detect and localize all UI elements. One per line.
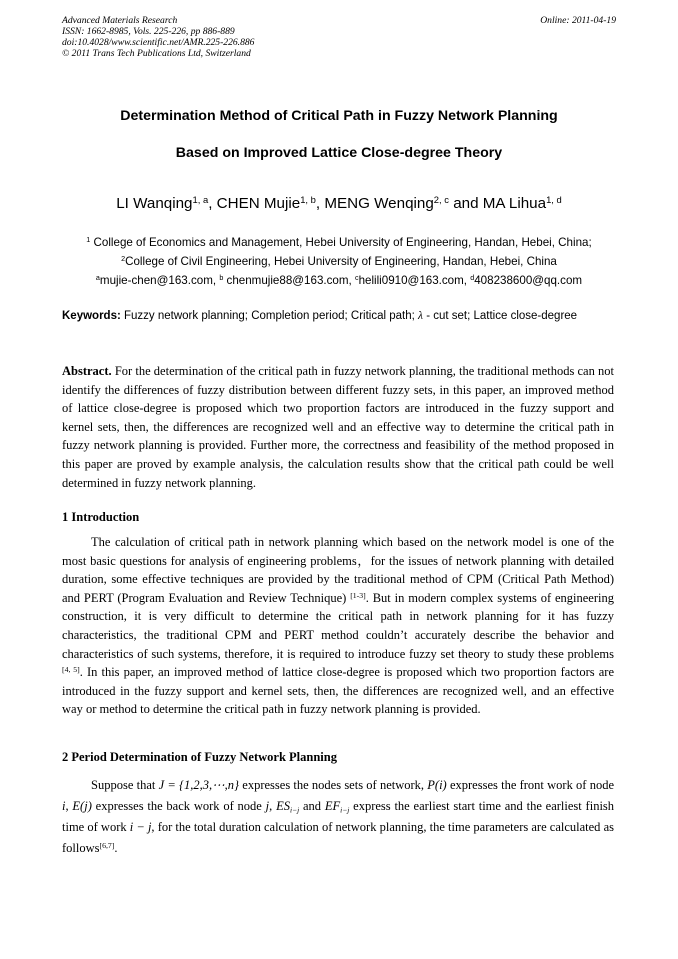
affiliation-sup: 2 — [121, 254, 126, 264]
email-address: helili0910@163.com, — [358, 274, 471, 287]
paper-title-line1: Determination Method of Critical Path in Fuzzy Network Planning — [120, 108, 558, 124]
email-address: chenmujie88@163.com, — [223, 274, 355, 287]
author-separator: and — [448, 195, 483, 212]
math-expression: P(i) — [427, 778, 447, 792]
email-sup: c — [354, 273, 359, 283]
section-heading-period-determination: 2 Period Determination of Fuzzy Network Planning — [62, 750, 337, 764]
lambda-symbol: λ — [418, 310, 424, 322]
paper-title-line2: Based on Improved Lattice Close-degree Theory — [175, 145, 503, 161]
author-affil-sup: 2, c — [433, 193, 449, 205]
paragraph-text: , — [65, 799, 73, 813]
paragraph-text: , — [269, 799, 277, 813]
citation: [4, 5] — [62, 664, 80, 674]
affiliation-sup: 1 — [86, 235, 91, 245]
paragraph-text: , for the total duration calculation of network planning, the time parameters are calculated as follows — [62, 820, 614, 855]
email-sup: a — [95, 273, 100, 283]
author-name: MA Lihua — [482, 195, 547, 212]
author-separator: , — [315, 195, 325, 212]
affiliation-text: College of Economics and Management, Hebei University of Engineering, Handan, Hebei, China; — [90, 236, 592, 249]
math-expression: J = {1,2,3,⋯,n} — [158, 778, 240, 792]
paragraph-text: express the earliest start time and the earliest finish time of work — [62, 799, 615, 834]
online-date: Online: 2011-04-19 — [540, 15, 616, 26]
paragraph-text: . — [114, 841, 118, 855]
author-separator: , — [208, 195, 217, 212]
math-expression: E(j) — [72, 799, 92, 813]
math-subscript: i−j — [340, 805, 350, 815]
email-sup: d — [470, 273, 475, 283]
author-name: CHEN Mujie — [216, 195, 301, 212]
author-name: LI Wanqing — [116, 195, 193, 212]
math-expression: ES — [276, 799, 290, 813]
keywords — [62, 307, 614, 326]
math-expression: i — [62, 799, 66, 813]
keywords-text: - cut set; Lattice close-degree — [423, 310, 578, 322]
section2-body — [62, 775, 614, 859]
math-expression: EF — [324, 799, 341, 813]
paragraph-text: and — [299, 799, 325, 813]
paragraph-text: expresses the nodes sets of network, — [239, 778, 428, 792]
author-affil-sup: 1, d — [546, 193, 562, 205]
math-expression: j — [265, 799, 270, 813]
keywords-label: Keywords: — [62, 310, 121, 322]
paragraph-text: The calculation of critical path in network planning which based on the network model is one of the most basic questions for analysis of engineering problems，for the issues of network planning with detailed duration, some effective techniques are provided by the traditional method of CPM (Critical Path Method) and PERT (Program Evaluation and Review Technique) — [62, 535, 614, 605]
citation: [6,7] — [99, 840, 115, 850]
author-affil-sup: 1, b — [300, 193, 316, 205]
email-list — [0, 274, 678, 287]
author-list — [0, 195, 678, 212]
email-address: mujie-chen@163.com, — [99, 274, 220, 287]
paragraph-text: Suppose that — [91, 778, 159, 792]
author-name: MENG Wenqing — [324, 195, 434, 212]
email-address: 408238600@qq.com — [474, 274, 583, 287]
math-expression: i − j — [129, 820, 152, 834]
section-heading-introduction: 1 Introduction — [62, 510, 140, 524]
citation: [1-3] — [350, 590, 366, 600]
affiliation-2 — [0, 255, 678, 268]
abstract — [62, 362, 614, 492]
paragraph-text: . In this paper, an improved method of lattice close-degree is proposed which two proportion factors are introduced in the fuzzy support and kernel sets, then, the differences are recognized well, and an effective way or method to determine the critical path in fuzzy network planning is provided. — [62, 665, 615, 717]
affiliation-text: College of Civil Engineering, Hebei University of Engineering, Handan, Hebei, China — [125, 255, 557, 268]
author-affil-sup: 1, a — [192, 193, 209, 205]
abstract-text: For the determination of the critical path in fuzzy network planning, the traditional methods can not identify the differences of fuzzy distribution between different fuzzy sets, in this paper, an improved method of lattice close-degree is proposed which two proportion factors are introduced in the fuzzy support and kernel sets, then, the differences are recognized well and an effective way to determine the critical path in fuzzy network planning is provided. Further more, the correctness and feasibility of the method proposed in this paper are proved by example analysis, the calculation results show that the critical path could be well determined in fuzzy network planning. — [62, 364, 614, 490]
keywords-text: Fuzzy network planning; Completion period; Critical path; — [120, 310, 419, 322]
doi-line: doi:10.4028/www.scientific.net/AMR.225-226.886 — [62, 37, 255, 48]
issn-line: ISSN: 1662-8985, Vols. 225-226, pp 886-889 — [62, 26, 235, 37]
journal-name: Advanced Materials Research — [62, 15, 178, 26]
math-subscript: i−j — [289, 805, 300, 815]
paragraph-text: . But in modern complex systems of engineering construction, it is very difficult to determine the critical path in network planning for it has fuzzy characteristics, the traditional CPM and PERT method couldn’t accurately describe the behavior and characteristics of such systems, therefore, it is required to introduce fuzzy set theory to study these problems — [62, 590, 614, 661]
email-sup: b — [219, 273, 224, 283]
copyright-line: © 2011 Trans Tech Publications Ltd, Switzerland — [62, 48, 251, 59]
introduction-body — [62, 533, 614, 719]
affiliation-1 — [0, 236, 678, 249]
paragraph-text: expresses the front work of node — [446, 778, 615, 792]
abstract-label: Abstract. — [62, 364, 112, 378]
paragraph-text: expresses the back work of node — [91, 799, 266, 813]
journal-header — [62, 15, 616, 59]
